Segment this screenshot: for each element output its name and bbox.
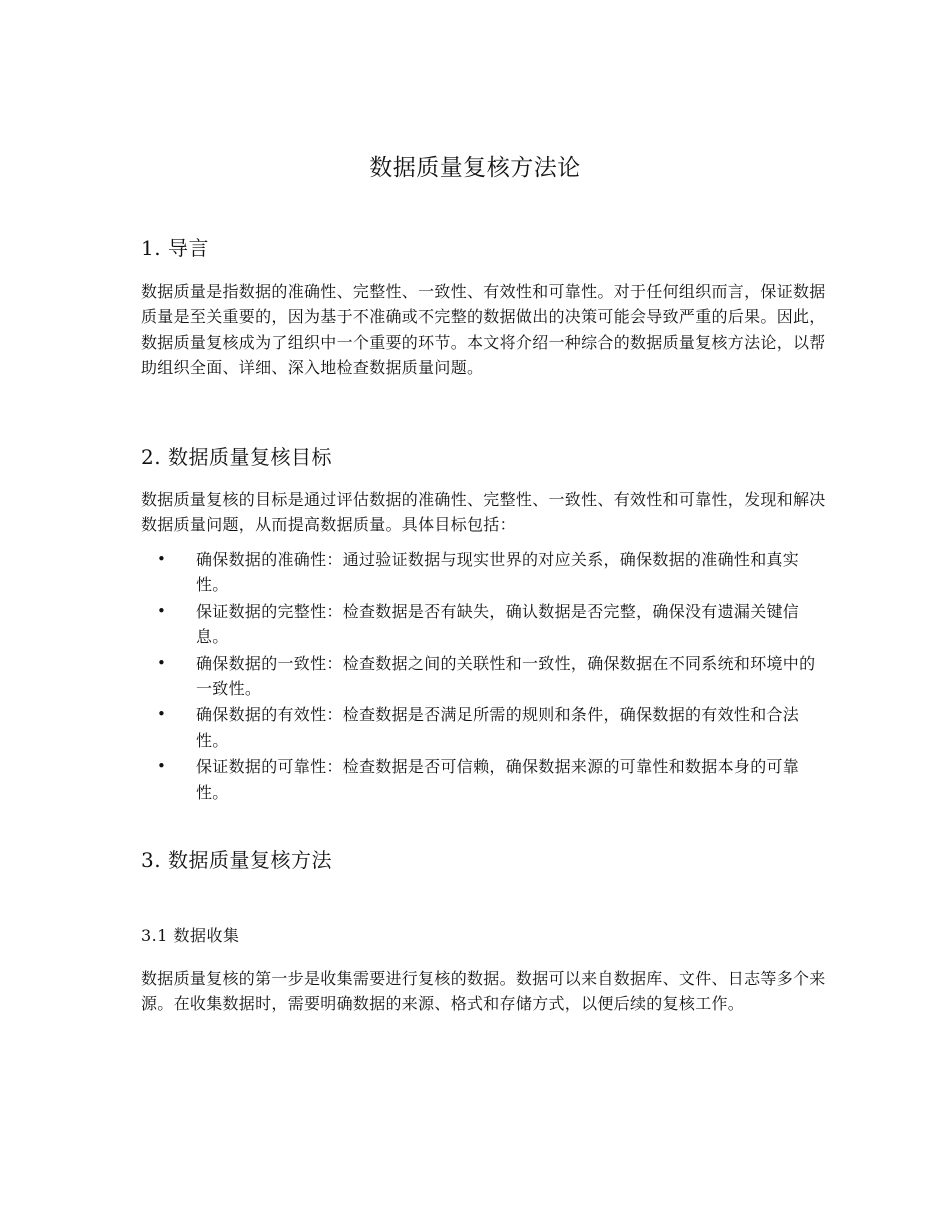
subsection-paragraph-data-collection: 数据质量复核的第一步是收集需要进行复核的数据。数据可以来自数据库、文件、日志等多个来源。在收集数据时，需要明确数据的来源、格式和存储方式，以便后续的复核工作。 — [141, 969, 826, 1014]
list-item — [141, 599, 821, 650]
bullet-icon: • — [157, 653, 167, 672]
bullet-icon: • — [157, 757, 167, 776]
list-item-text: 保证数据的完整性：检查数据是否有缺失，确认数据是否完整，确保没有遗漏关键信息。 — [196, 601, 800, 647]
list-item-text: 确保数据的准确性：通过验证数据与现实世界的对应关系，确保数据的准确性和真实性。 — [196, 550, 800, 595]
bullet-icon: • — [157, 550, 167, 568]
section-heading-goals: 2. 数据质量复核目标 — [141, 445, 332, 469]
list-item — [141, 754, 821, 805]
section-paragraph-goals: 数据质量复核的目标是通过评估数据的准确性、完整性、一致性、有效性和可靠性，发现和解决数据质量问题，从而提高数据质量。具体目标包括： — [141, 490, 826, 535]
section-paragraph-introduction: 数据质量是指数据的准确性、完整性、一致性、有效性和可靠性。对于任何组织而言，保证数据质量是至关重要的，因为基于不准确或不完整的数据做出的决策可能会导致严重的后果。因此，数据质量复核成为了组织中一个重要的环节。本文将介绍一种综合的数据质量复核方法论，以帮助组织全面、详细、深入地检查数据质量问题。 — [141, 282, 826, 378]
list-item-text: 确保数据的有效性：检查数据是否满足所需的规则和条件，确保数据的有效性和合法性。 — [196, 705, 800, 750]
bullet-icon: • — [157, 601, 167, 620]
bullet-icon: • — [157, 705, 167, 724]
list-item-text: 确保数据的一致性：检查数据之间的关联性和一致性，确保数据在不同系统和环境中的一致性。 — [196, 653, 816, 699]
list-item — [141, 547, 821, 598]
goals-bullet-list — [141, 547, 831, 806]
document-title: 数据质量复核方法论 — [369, 155, 581, 181]
list-item — [141, 651, 821, 702]
list-item-text: 保证数据的可靠性：检查数据是否可信赖，确保数据来源的可靠性和数据本身的可靠性。 — [196, 757, 800, 802]
section-heading-methods: 3. 数据质量复核方法 — [141, 848, 332, 872]
list-item — [141, 702, 821, 753]
section-heading-introduction: 1. 导言 — [141, 236, 209, 260]
subsection-heading-data-collection: 3.1 数据收集 — [141, 926, 240, 945]
